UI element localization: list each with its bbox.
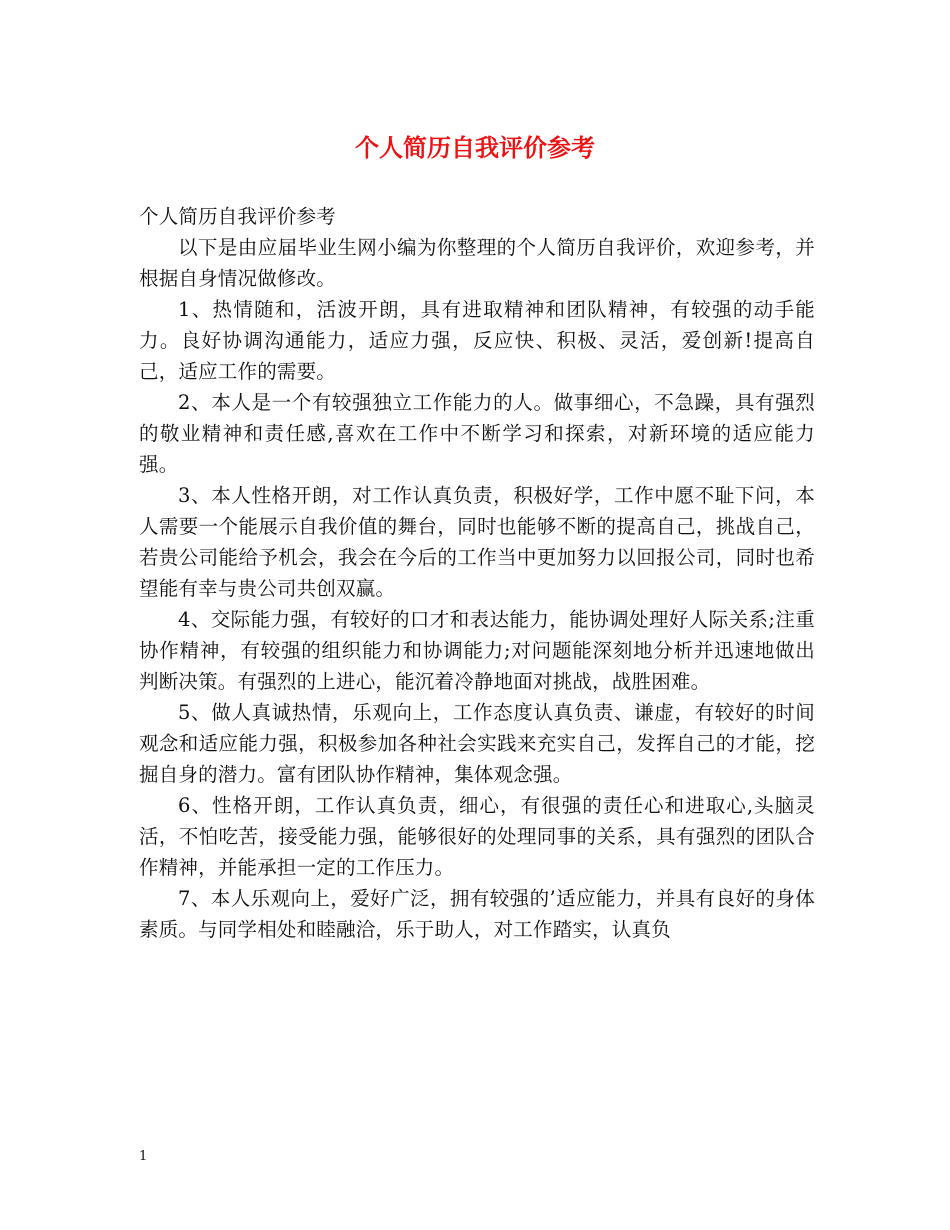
- paragraph-item-6: 6、性格开朗，工作认真负责，细心，有很强的责任心和进取心,头脑灵活，不怕吃苦，接受能力强，能够很好的处理同事的关系，具有强烈的团队合作精神，并能承担一定的工作压力。: [139, 794, 815, 879]
- section-heading: 个人简历自我评价参考: [139, 205, 337, 228]
- paragraph-item-2: 2、本人是一个有较强独立工作能力的人。做事细心，不急躁，具有强烈的敬业精神和责任感,喜欢在工作中不断学习和探索，对新环境的适应能力强。: [139, 391, 815, 476]
- document-title: 个人简历自我评价参考: [355, 133, 595, 162]
- paragraph-intro: 以下是由应届毕业生网小编为你整理的个人简历自我评价，欢迎参考，并根据自身情况做修改。: [139, 236, 815, 290]
- paragraph-item-7: 7、本人乐观向上，爱好广泛，拥有较强的’适应能力，并具有良好的身体素质。与同学相处和睦融洽，乐于助人，对工作踏实，认真负: [139, 887, 815, 941]
- paragraph-item-1: 1、热情随和，活波开朗，具有进取精神和团队精神，有较强的动手能力。良好协调沟通能力，适应力强，反应快、积极、灵活，爱创新!提高自己，适应工作的需要。: [139, 298, 815, 383]
- page-number: 1: [139, 1149, 148, 1164]
- paragraph-item-4: 4、交际能力强，有较好的口才和表达能力，能协调处理好人际关系;注重协作精神，有较强的组织能力和协调能力;对问题能深刻地分析并迅速地做出判断决策。有强烈的上进心，能沉着冷静地面对挑战，战胜困难。: [139, 608, 815, 693]
- paragraph-item-3: 3、本人性格开朗，对工作认真负责，积极好学，工作中愿不耻下问，本人需要一个能展示自我价值的舞台，同时也能够不断的提高自己，挑战自己，若贵公司能给予机会，我会在今后的工作当中更加努力以回报公司，同时也希望能有幸与贵公司共创双赢。: [139, 484, 815, 600]
- document-body: [139, 201, 815, 945]
- paragraph-item-5: 5、做人真诚热情，乐观向上，工作态度认真负责、谦虚，有较好的时间观念和适应能力强，积极参加各种社会实践来充实自己，发挥自己的才能，挖掘自身的潜力。富有团队协作精神，集体观念强。: [139, 701, 815, 786]
